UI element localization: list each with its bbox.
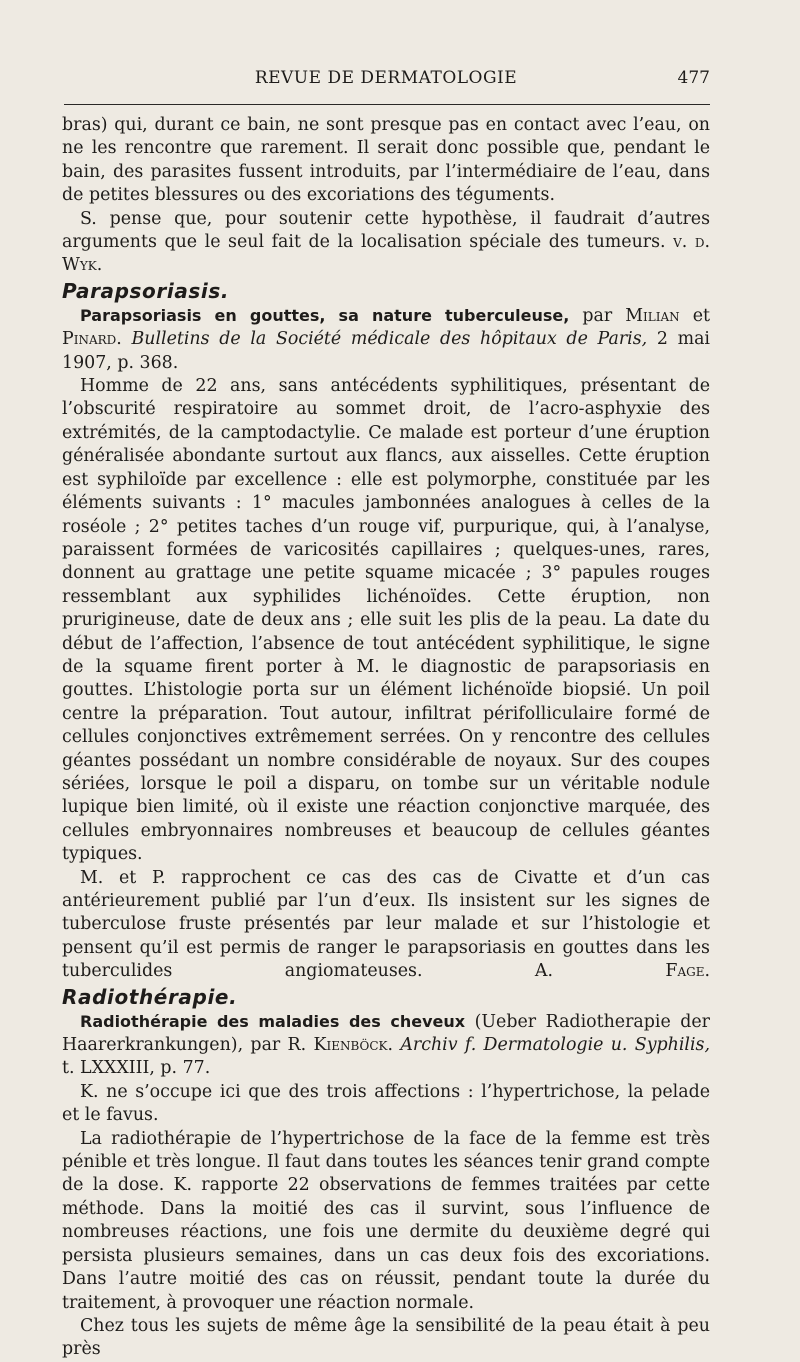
running-title: REVUE DE DERMATOLOGIE [254,68,518,88]
citation-date: 2 mai 1907, p. 368. [62,329,710,373]
signature-wyk: v. d. Wyk. [62,232,711,276]
section-heading-parapsoriasis: Parapsoriasis. [62,278,230,303]
author-kienbock: Kienböck. [313,1035,394,1056]
article-title-radiotherapie: Radiothérapie des maladies des cheveux [80,1011,466,1031]
original-title: (Ueber Radiotherapie der Haarerkrankungen), par R. [62,1011,710,1056]
citation-volume: t. LXXXIII, p. 77. [62,1058,211,1079]
page-number: 477 [677,68,710,88]
body-text [62,114,710,1362]
citation-and: et [679,305,710,326]
article-citation-radiotherapie [62,1010,710,1081]
discussion-text: M. et P. rapprochent ce cas des cas de Civatte et d’un cas antérieurement publié par l’un d’eux. Ils insistent sur les signes de tuberculose fruste présentés par leur malade et sur l’histologie et pensent qu’il est permis de ranger le parapsoriasis en gouttes dans les tuberculides angiomateuses. [62,867,710,982]
citation-by: par [569,305,626,326]
signature-fage: A. Fage. [534,961,710,982]
discussion-paragraph [62,867,710,984]
conclusion-text: S. pense que, pour soutenir cette hypothèse, il faudrait d’autres arguments que le seul fait de la localisation spéciale des tumeurs. [62,208,710,253]
section-heading-radiotherapie: Radiothérapie. [62,984,238,1009]
journal-archiv: Archiv f. Dermatologie u. Syphilis, [393,1035,710,1056]
article-title-parapsoriasis: Parapsoriasis en gouttes, sa nature tuberculeuse, [80,305,570,325]
conclusion-paragraph [62,208,710,278]
author-milian: Milian [625,305,680,326]
hypertrichose-paragraph: La radiothérapie de l’hypertrichose de la face de la femme est très pénible et très longue. Il faut dans toutes les séances tenir grand compte de la dose. K. rapporte 22 observations de femmes traitées par cette méthode. Dans la moitié des cas il survint, sous l’influence de nombreuses réactions, une fois une dermite du deuxième degré qui persista plusieurs semaines, dans un cas deux fois des excoriations. Dans l’autre moitié des cas on réussit, pendant toute la durée du traitement, à provoquer une réaction normale. [62,1128,710,1313]
journal-name: Bulletins de la Société médicale des hôpitaux de Paris, [131,329,648,350]
affections-paragraph: K. ne s’occupe ici que des trois affections : l’hypertrichose, la pelade et le favus. [62,1081,710,1126]
running-head [62,64,710,92]
header-rule [64,104,710,105]
continuation-paragraph: bras) qui, durant ce bain, ne sont presque pas en contact avec l’eau, on ne les rencontre que rarement. Il serait donc possible que, pendant le bain, des parasites fussent introduits, par l’intermédiaire de l’eau, dans de petites blessures ou des excoriations des téguments. [62,115,710,206]
article-citation-parapsoriasis [62,304,710,375]
sensibilite-paragraph: Chez tous les sujets de même âge la sensibilité de la peau était à peu près [62,1315,710,1360]
author-pinard: Pinard. [62,329,122,350]
case-description-paragraph: Homme de 22 ans, sans antécédents syphilitiques, présentant de l’obscurité respiratoire au sommet droit, de l’acro-asphyxie des extrémités, de la camptodactylie. Ce malade est porteur d’une éruption généralisée abondante surtout aux flancs, aux aisselles. Cette éruption est syphiloïde par excellence : elle est polymorphe, constituée par les éléments suivants : 1° macules jambonnées analogues à celles de la roséole ; 2° petites taches d’un rouge vif, purpurique, qui, à l’analyse, paraissent formées de varicosités capillaires ; quelques-unes, rares, donnent au grattage une petite squame micacée ; 3° papules rouges ressemblant aux syphilides lichénoïdes. Cette éruption, non prurigineuse, date de deux ans ; elle suit les plis de la peau. La date du début de l’affection, l’absence de tout antécédent syphilitique, le signe de la squame firent porter à M. le diagnostic de parapsoriasis en gouttes. L’histologie porta sur un élément lichénoïde biopsié. Un poil centre la préparation. Tout autour, infiltrat périfolliculaire formé de cellules conjonctives extrêmement serrées. On y rencontre des cellules géantes possédant un nombre considérable de noyaux. Sur des coupes sériées, lorsque le poil a disparu, on tombe sur un véritable nodule lupique bien limité, où il existe une réaction conjonctive marquée, des cellules embryonnaires nombreuses et beaucoup de cellules géantes typiques. [62,376,710,865]
